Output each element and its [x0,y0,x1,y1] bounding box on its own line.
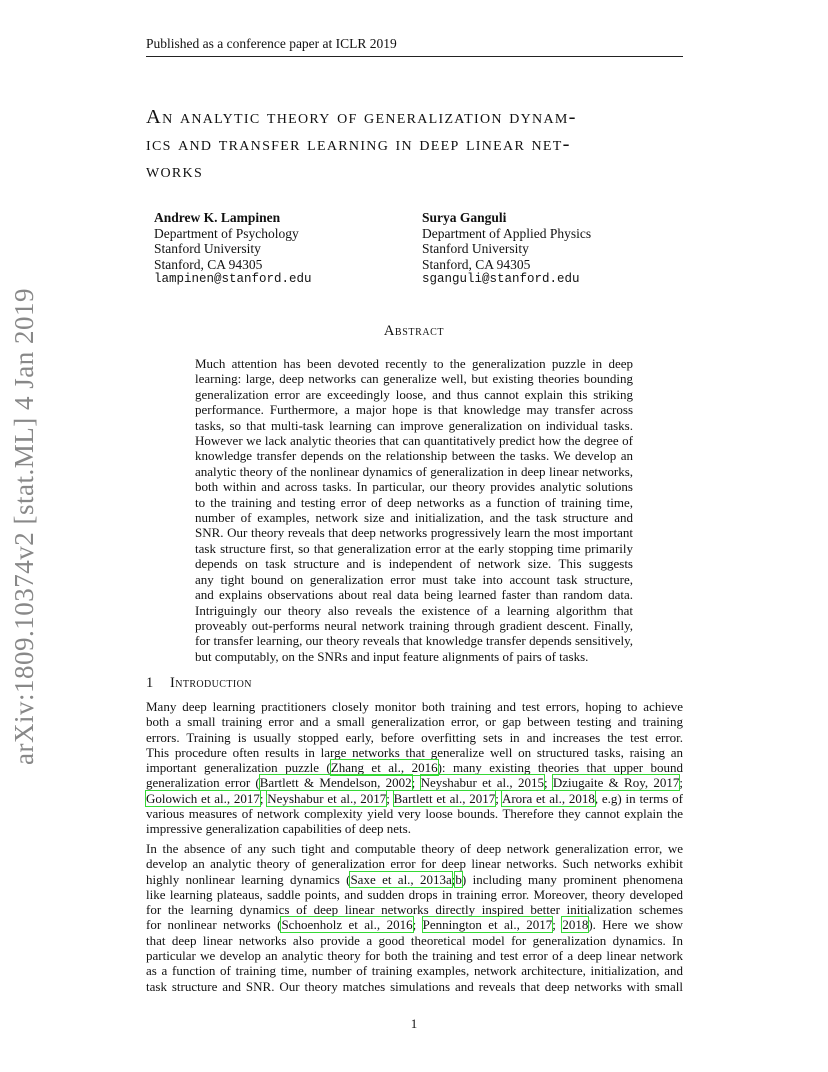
paragraph-line [146,760,683,775]
paragraph-line: particular we develop an analytic theory for both the training and test error of a deep linear network [146,948,683,964]
abstract-heading: Abstract [383,323,445,339]
paragraph-line: This procedure often results in large networks that generalize well on structured tasks, raising an [146,744,683,760]
abstract-line: but computably, on the SNRs and input feature alignments of pairs of tasks. [195,648,589,664]
abstract-line: proveably out-performs neural network training through gradient descent. Finally, [195,617,633,633]
text-run: ; [679,775,683,791]
text-run: ; [386,790,394,806]
paragraph-line: impressive generalization capabilities of deep nets. [146,821,411,837]
section-title: Introduction [170,675,252,691]
paragraph-line [146,917,683,932]
paragraph-line: In the absence of any such tight and computable theory of deep network generalization error, we [146,841,683,856]
paragraph-line [146,775,683,790]
running-header: Published as a conference paper at ICLR 2019 [146,36,683,57]
author-university: Stanford University [422,241,529,256]
text-run: highly nonlinear learning dynamics ( [146,871,351,887]
paragraph-line: both a small training error and a small generalization error, or gap between testing and training [146,714,683,730]
title-line: ics and transfer learning in deep linear net- [146,133,571,155]
title-line: works [146,160,204,182]
abstract-line: analytic theory of the nonlinear dynamics of generalization in deep linear networks, [195,463,633,479]
author-department: Department of Psychology [154,225,299,241]
paragraph-line [146,872,683,887]
abstract-line: SNR. Our theory reveals that deep networks progressively learn the most important [195,525,633,541]
arxiv-stamp [2,286,46,766]
citation-link[interactable]: Zhang et al., 2016 [330,760,438,776]
abstract-line: generalization error are exceedingly loose, and thus cannot explain this striking [195,386,633,402]
abstract-line: tasks, so that multi-task learning can improve generalization on individual tasks. [195,417,633,433]
arxiv-stamp-text: arXiv:1809.10374v2 [stat.ML] 4 Jan 2019 [8,287,39,765]
citation-link[interactable]: Neyshabur et al., 2017 [267,790,387,806]
citation-link[interactable]: Bartlett et al., 2017 [393,790,496,806]
citation-link[interactable]: Bartlett & Mendelson, 2002 [259,775,412,791]
intro-paragraph-1 [146,699,683,837]
abstract-line: and explains observations about real data being learned faster than random data. [195,587,633,603]
paragraph-line: errors. Training is usually stopped early, before overfitting sets in and increases the test error. [146,729,683,745]
text-run: ; [259,790,268,806]
paragraph-line: Many deep learning practitioners closely monitor both training and test errors, hoping to achieve [146,699,683,714]
abstract-line: task structure first, so that generalization error at the early stopping time primarily [195,540,633,556]
text-run: generalization error ( [146,775,260,791]
title-line: An analytic theory of generalization dynam- [146,106,577,128]
citation-link[interactable]: Golowich et al., 2017 [146,790,260,806]
text-run: ; [412,917,423,933]
text-run: for nonlinear networks ( [146,917,282,933]
section-number: 1 [146,675,154,691]
abstract-body [195,356,633,664]
paper-title [146,104,691,185]
abstract-line: However we lack analytic theories that can quantitatively predict how the degree of [195,433,633,449]
text-run: ; [451,871,456,887]
page-number: 1 [410,1016,418,1031]
abstract-line: performance. Furthermore, a major hope is that knowledge may transfer across [195,402,633,418]
author-email: sganguli@stanford.edu [422,272,580,286]
abstract-line: to the training and testing error of deep networks as a function of training time, [195,494,633,510]
abstract-line: for transfer learning, our theory reveals that knowledge transfer depends sensitively, [195,633,633,649]
author-university: Stanford University [154,241,261,256]
paragraph-line [146,791,683,806]
author-name: Surya Ganguli [422,210,507,225]
text-run: ) including many prominent phenomena [461,871,683,887]
author-location: Stanford, CA 94305 [422,256,531,272]
abstract-line: Much attention has been devoted recently to the generalization puzzle in deep [195,356,633,371]
text-run: ; [495,790,502,806]
text-run: ; [411,775,421,791]
citation-link[interactable]: Schoenholz et al., 2016 [281,917,413,933]
paragraph-line: develop an analytic theory of generalization error for deep linear networks. Such networks exhibit [146,856,683,872]
text-run: ; [543,775,553,791]
abstract-line: knowledge transfer depends on the relationship between the tasks. We develop an [195,448,633,464]
text-run: ; [552,917,563,933]
paragraph-line: like learning plateaus, saddle points, and sudden drops in training error. Moreover, theory developed [146,886,683,902]
paragraph-line: that deep linear networks also provide a good theoretical model for generalization dynamics. In [146,932,683,948]
citation-link[interactable]: b [455,871,462,887]
abstract-line: number of examples, network size and initialization, and the task structure and [195,510,633,526]
text-run: ). Here we show [588,917,683,933]
abstract-line: Intriguingly our theory also reveals the existence of a learning algorithm that [195,602,633,618]
abstract-line: learning: large, deep networks can generalize well, but existing theories bounding [195,371,633,387]
section-heading-introduction [146,675,252,692]
abstract-line: both within and across tasks. In particular, our theory provides analytic solutions [195,479,633,495]
abstract-line: any tight bound on generalization error must take into account task structure, [195,571,633,587]
author-location: Stanford, CA 94305 [154,256,263,272]
author-email: lampinen@stanford.edu [154,272,312,286]
author-block-lampinen [154,210,312,288]
author-name: Andrew K. Lampinen [154,210,281,225]
paragraph-line: for the learning dynamics of deep linear networks directly inspired better initialization schemes [146,902,683,918]
citation-link[interactable]: Arora et al., 2018 [501,790,595,806]
text-run: important generalization puzzle ( [146,760,331,776]
text-run: ): many existing theories that upper bound [437,760,683,776]
citation-link[interactable]: Neyshabur et al., 2015 [420,775,544,791]
paragraph-line: task structure and SNR. Our theory matches simulations and reveals that deep networks with small [146,978,683,994]
citation-link[interactable]: Dziugaite & Roy, 2017 [552,775,680,791]
text-run: , e.g) in terms of [594,790,683,806]
citation-link[interactable]: 2018 [562,917,589,933]
intro-paragraph-2 [146,841,683,994]
citation-link[interactable]: Pennington et al., 2017 [422,917,553,933]
author-block-ganguli [422,210,591,288]
paragraph-line: as a function of training time, number of training examples, network architecture, initialization, and [146,963,683,979]
citation-link[interactable]: Saxe et al., 2013a [350,871,452,887]
paragraph-line: various measures of network complexity yield very loose bounds. Therefore they cannot explain the [146,806,683,822]
author-department: Department of Applied Physics [422,225,592,241]
abstract-line: depends on task structure and is independent of network size. This suggests [195,556,633,572]
